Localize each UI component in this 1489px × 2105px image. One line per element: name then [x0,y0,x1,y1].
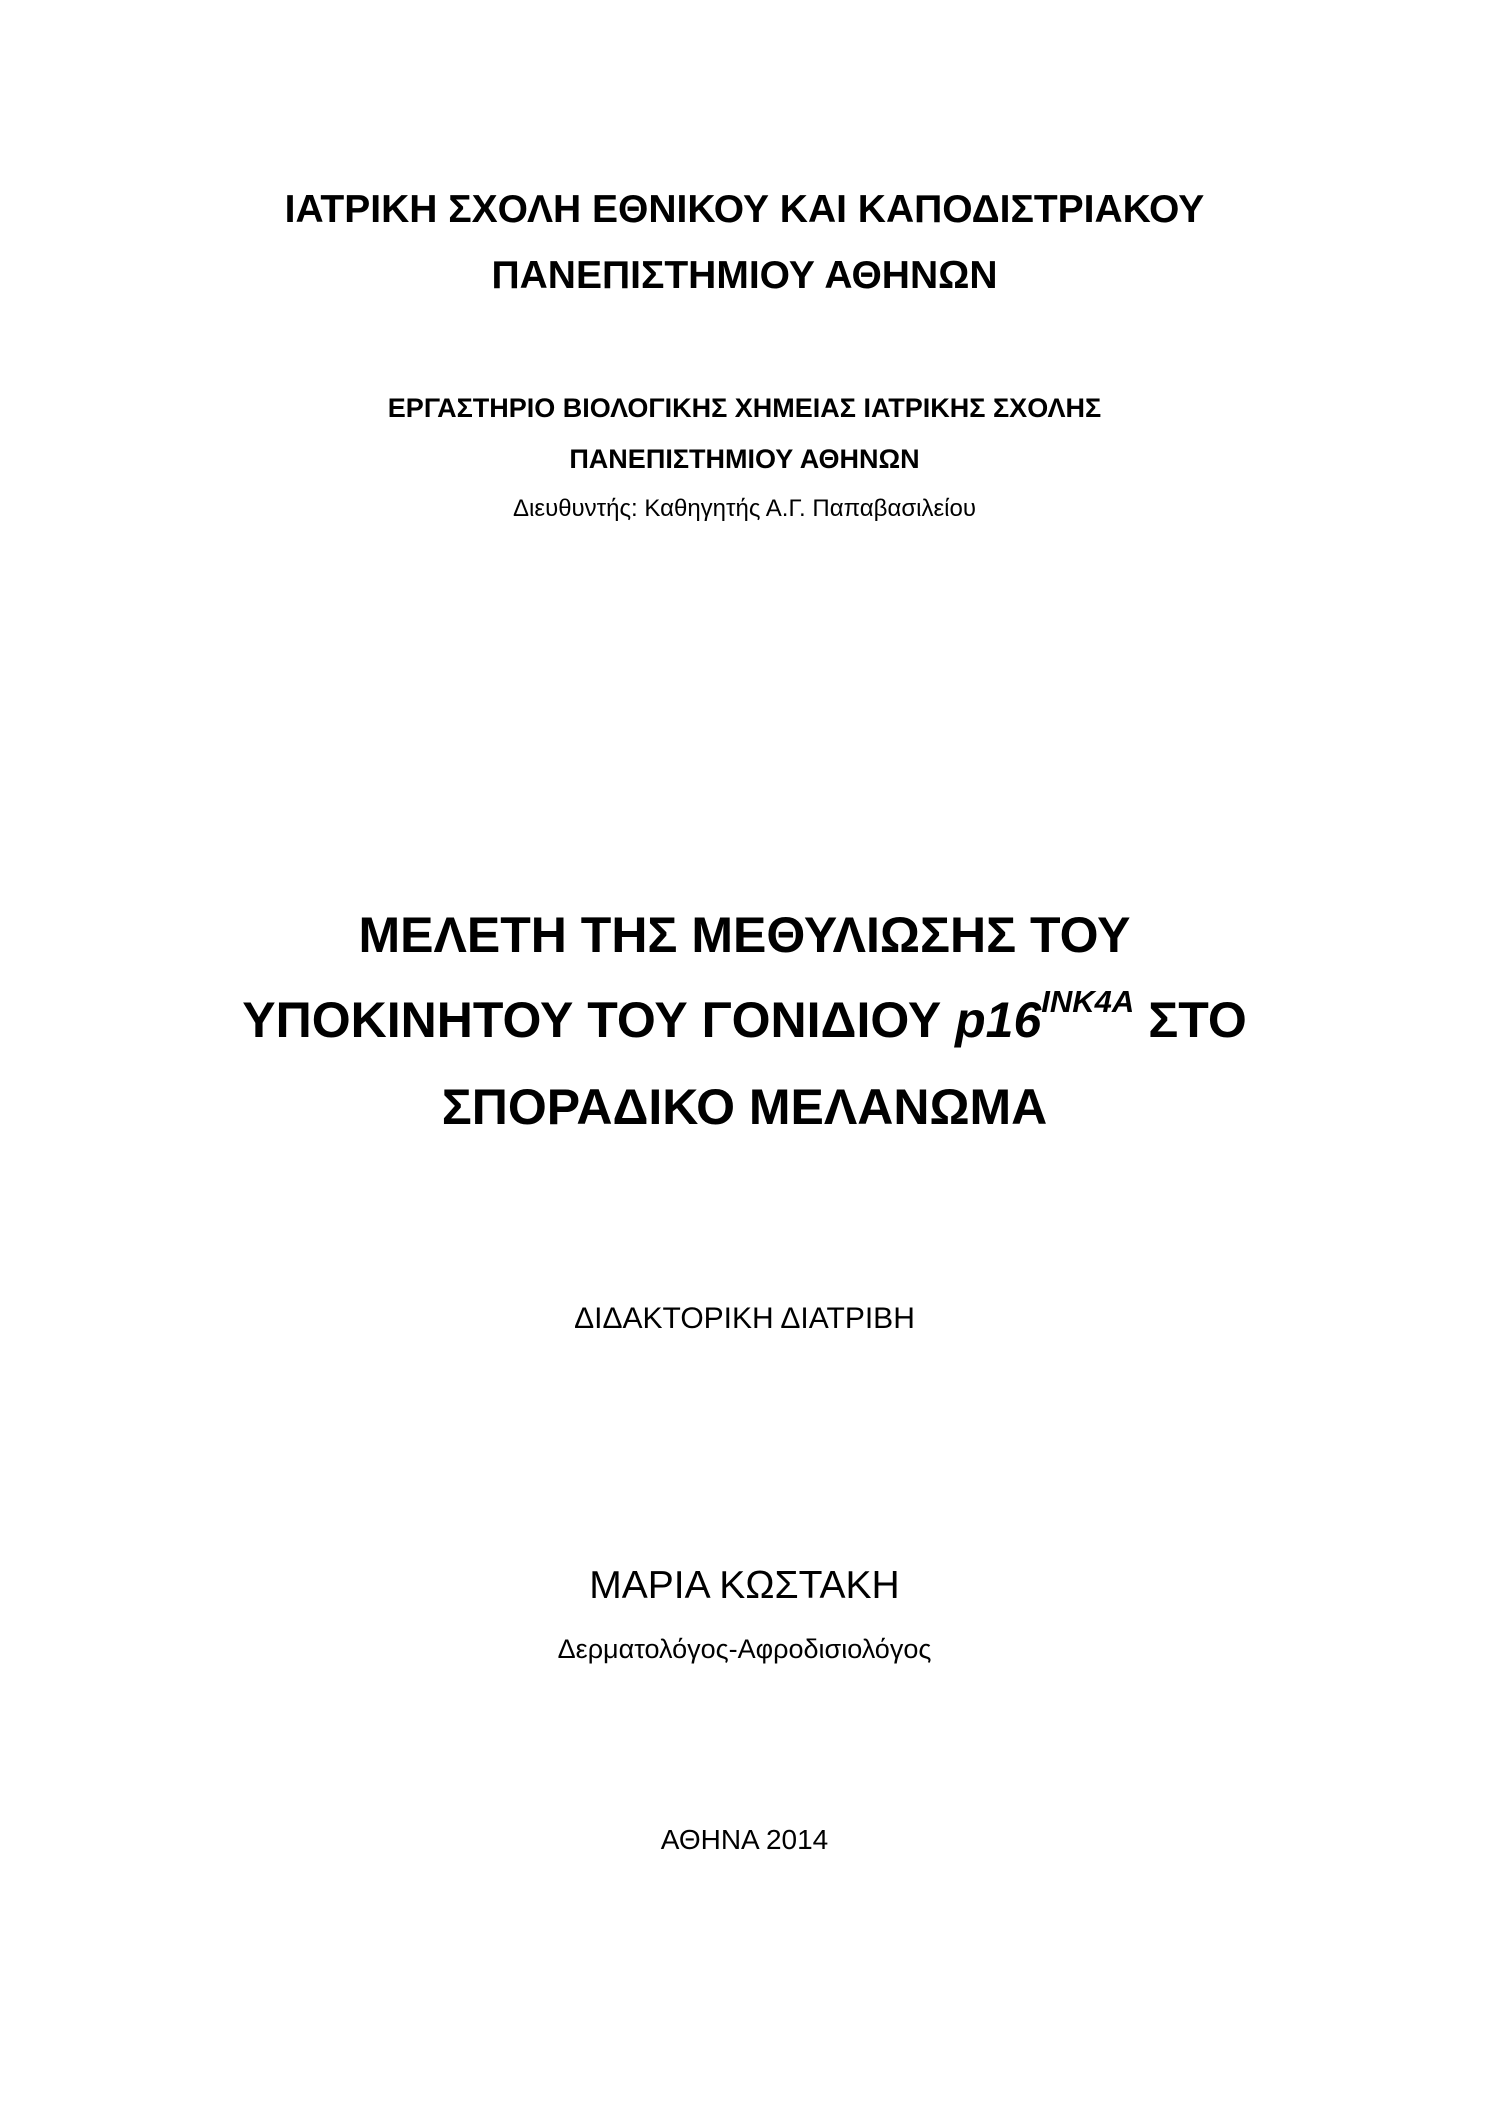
gene-name: p16 [955,992,1042,1048]
author-specialty: Δερματολόγος-Αφροδισιολόγος [557,1634,932,1664]
laboratory-line-2: ΠΑΝΕΠΙΣΤΗΜΙΟΥ ΑΘΗΝΩΝ [569,444,920,474]
place-year: ΑΘΗΝΑ 2014 [660,1824,829,1855]
author-name: ΜΑΡΙΑ ΚΩΣΤΑΚΗ [589,1564,900,1607]
title-line-2-prefix: ΥΠΟΚΙΝΗΤΟΥ ΤΟΥ ΓΟΝΙΔΙΟΥ [242,992,956,1048]
university-line-1: ΙΑΤΡΙΚΗ ΣΧΟΛΗ ΕΘΝΙΚΟΥ ΚΑΙ ΚΑΠΟΔΙΣΤΡΙΑΚΟΥ [284,188,1205,231]
title-line-1: ΜΕΛΕΤΗ ΤΗΣ ΜΕΘΥΛΙΩΣΗΣ ΤΟΥ [358,907,1131,963]
gene-superscript: INK4A [1041,984,1135,1019]
title-line-2-suffix: ΣΤΟ [1134,992,1247,1048]
laboratory-director: Διευθυντής: Καθηγητής Α.Γ. Παπαβασιλείου [513,495,976,522]
laboratory-line-1: ΕΡΓΑΣΤΗΡΙΟ ΒΙΟΛΟΓΙΚΗΣ ΧΗΜΕΙΑΣ ΙΑΤΡΙΚΗΣ ΣΧΟΛΗΣ [387,393,1102,423]
title-line-3: ΣΠΟΡΑΔΙΚΟ ΜΕΛΑΝΩΜΑ [441,1079,1048,1135]
university-line-2: ΠΑΝΕΠΙΣΤΗΜΙΟΥ ΑΘΗΝΩΝ [491,254,998,297]
title-line-2 [0,984,1489,1048]
document-type: ΔΙΔΑΚΤΟΡΙΚΗ ΔΙΑΤΡΙΒΗ [574,1302,915,1335]
